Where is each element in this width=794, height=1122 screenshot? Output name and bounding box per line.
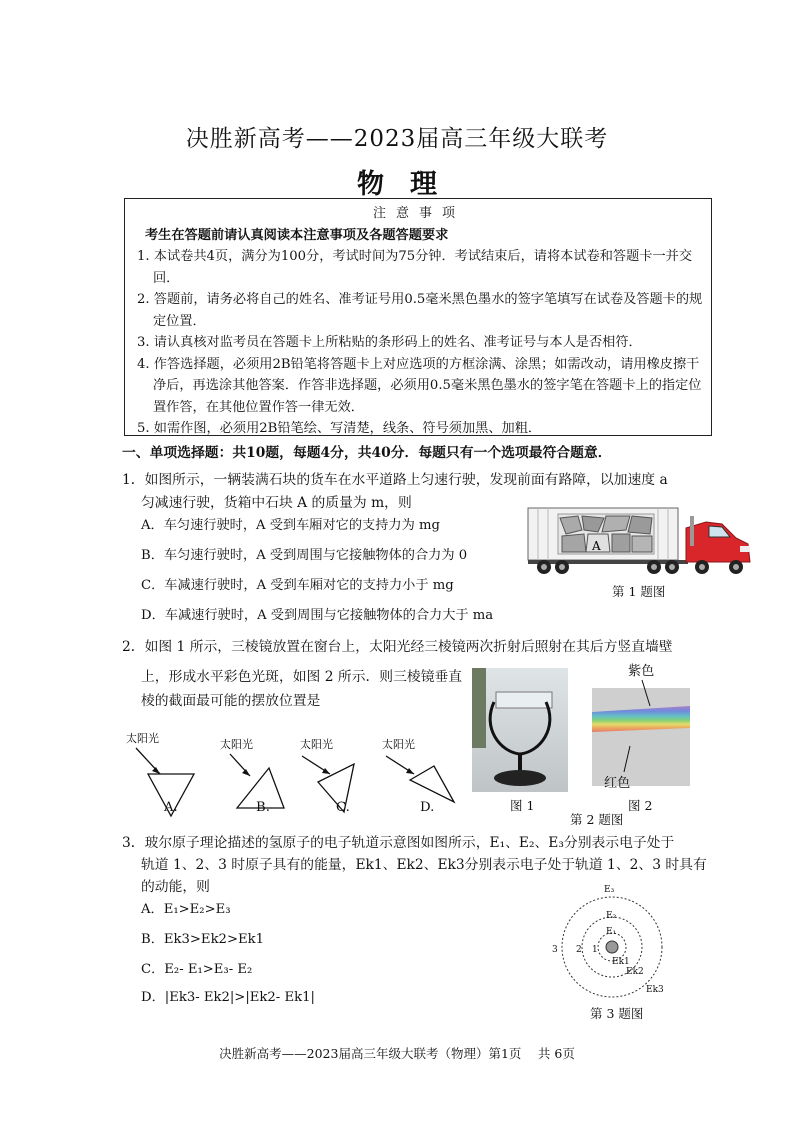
label-e1: E₁ bbox=[606, 927, 617, 937]
q3-option-d: D．|Ek3- Ek2|>|Ek2- Ek1| bbox=[141, 990, 315, 1005]
q3-line1: 3．玻尔原子理论描述的氢原子的电子轨道示意图如图所示，E₁、E₂、E₃分别表示电子处于 bbox=[122, 835, 675, 851]
notice-heading: 注意事项 bbox=[372, 206, 465, 221]
q2-caption: 第 2 题图 bbox=[570, 812, 624, 827]
q1-option-c: C．车减速行驶时，A 受到车厢对它的支持力小于 mg bbox=[141, 578, 454, 593]
label-e2: E₂ bbox=[606, 911, 617, 921]
q3-caption: 第 3 题图 bbox=[590, 1006, 644, 1021]
q2-line3: 棱的截面最可能的摆放位置是 bbox=[141, 693, 321, 709]
notice-item-5: 5. 如需作图，必须用2B铅笔绘、写清楚，线条、符号须加黑、加粗． bbox=[137, 421, 542, 436]
label-n3: 3 bbox=[552, 945, 558, 955]
prism-d bbox=[410, 766, 454, 802]
prism-photo bbox=[472, 668, 568, 792]
label-ek3: Ek3 bbox=[646, 985, 664, 995]
subject-title: 物理 bbox=[357, 169, 463, 200]
stone-a-label: A bbox=[592, 539, 601, 553]
notice-item-1: 1. 本试卷共4页，满分为100分，考试时间为75分钟．考试结束后，请将本试卷和答题卡一并交回． bbox=[137, 249, 693, 286]
red-label: 红色 bbox=[604, 776, 631, 791]
label-n1: 1 bbox=[592, 945, 598, 955]
notice-box bbox=[124, 198, 712, 436]
q3-line3: 的动能，则 bbox=[141, 879, 210, 895]
q2-option-d-label: D. bbox=[420, 800, 435, 815]
q3-line2: 轨道 1、2、3 时原子具有的能量，Ek1、Ek2、Ek3分别表示电子处于轨道 1、2、3 时具有 bbox=[141, 857, 707, 873]
section-heading: 一、单项选择题：共10题，每题4分，共40分．每题只有一个选项最符合题意． bbox=[122, 445, 612, 461]
bohr-orbit-figure bbox=[542, 878, 682, 1000]
q1-option-b: B．车匀速行驶时，A 受到周围与它接触物体的合力为 0 bbox=[141, 548, 468, 563]
q2-option-a-label: A. bbox=[164, 800, 178, 815]
sun-label-d: 太阳光 bbox=[382, 738, 415, 751]
label-ek1: Ek1 bbox=[612, 957, 630, 967]
sun-label-b: 太阳光 bbox=[220, 738, 253, 751]
q1-option-a: A．车匀速行驶时，A 受到车厢对它的支持力为 mg bbox=[141, 518, 440, 533]
label-ek2: Ek2 bbox=[626, 967, 644, 977]
q3-option-a: A．E₁>E₂>E₃ bbox=[141, 902, 231, 917]
notice-item-3: 3. 请认真核对监考员在答题卡上所粘贴的条形码上的姓名、准考证号与本人是否相符． bbox=[137, 335, 642, 350]
q2-option-c-label: C. bbox=[336, 800, 350, 815]
q2-line1: 2．如图 1 所示，三棱镜放置在窗台上，太阳光经三棱镜两次折射后照射在其后方竖直墙壁 bbox=[122, 639, 673, 655]
q1-option-d: D．车减速行驶时，A 受到周围与它接触物体的合力大于 ma bbox=[141, 608, 494, 623]
exam-title: 决胜新高考——2023届高三年级大联考 bbox=[185, 126, 609, 152]
q1-line2: 匀减速行驶，货箱中石块 A 的质量为 m，则 bbox=[141, 495, 412, 511]
notice-item-4: 4. 作答选择题，必须用2B铅笔将答题卡上对应选项的方框涂满、涂黑；如需改动，请用橡皮擦干净后，再选涂其他答案．作答非选择题，必须用0.5毫米黑色墨水的签字笔在答题卡上的指定位置作答，在其他位置作答一律无效． bbox=[137, 356, 702, 415]
truck-figure bbox=[526, 504, 756, 580]
q3-option-b: B．Ek3>Ek2>Ek1 bbox=[141, 932, 265, 947]
fig1-caption: 图 1 bbox=[510, 798, 535, 813]
q3-option-c: C．E₂- E₁>E₃- E₂ bbox=[141, 962, 253, 977]
purple-label: 紫色 bbox=[628, 664, 655, 679]
sun-label-a: 太阳光 bbox=[126, 732, 159, 745]
page-footer: 决胜新高考——2023届高三年级大联考（物理）第1页 共 6页 bbox=[219, 1046, 575, 1061]
sun-label-c: 太阳光 bbox=[300, 738, 333, 751]
spectrum-pointers bbox=[594, 676, 694, 786]
fig2-caption: 图 2 bbox=[628, 798, 653, 813]
label-n2: 2 bbox=[576, 945, 582, 955]
q1-caption: 第 1 题图 bbox=[612, 584, 666, 599]
q2-option-b-label: B. bbox=[256, 800, 270, 815]
notice-item-2: 2. 答题前，请务必将自己的姓名、准考证号用0.5毫米黑色墨水的签字笔填写在试卷及答题卡的规定位置． bbox=[137, 292, 703, 329]
q2-line2: 上，形成水平彩色光斑，如图 2 所示．则三棱镜垂直 bbox=[141, 669, 463, 685]
notice-bold-line: 考生在答题前请认真阅读本注意事项及各题答题要求 bbox=[145, 227, 449, 243]
q1-line1: 1．如图所示，一辆装满石块的货车在水平道路上匀速行驶，发现前面有路障，以加速度 a bbox=[122, 472, 668, 488]
label-e3: E₃ bbox=[604, 885, 615, 895]
